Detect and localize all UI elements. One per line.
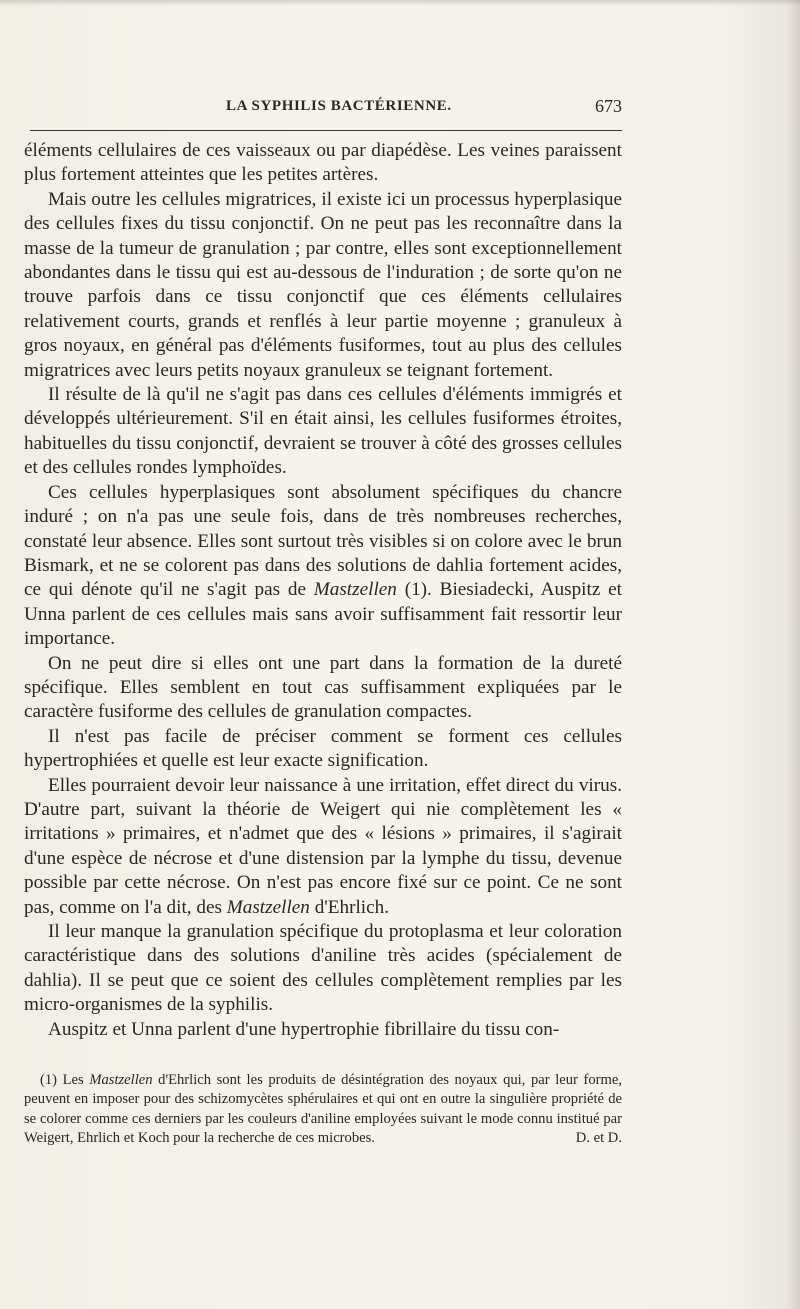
footnote-mark: (1) [40, 1072, 58, 1088]
body-text [24, 139, 622, 1042]
paragraph-text: d'Ehrlich. [309, 896, 390, 918]
italic-term: Mastzellen [226, 896, 310, 918]
page-header [30, 98, 622, 122]
footnote [24, 1071, 622, 1149]
paragraph: Mais outre les cellules migratrices, il existe ici un processus hyperplasique des cellules fixes du tissu conjonctif. On ne peut pas les reconnaître dans la masse de la tumeur de granulation ; par contre, elles sont exceptionnellement abondantes dans le tissu qui est au-dessous de l'induration ; de sorte qu'on ne trouve parfois dans ce tissu conjonctif que ces éléments cellulaires relativement courts, grands et renflés à leur partie moyenne ; granuleux à gros noyaux, en général pas d'éléments fusiformes, tout au plus des cellules migratrices avec leurs petits noyaux granuleux se teignant fortement. [24, 188, 622, 381]
paragraph: Auspitz et Unna parlent d'une hypertrophie fibrillaire du tissu con- [48, 1018, 560, 1040]
header-rule [30, 130, 622, 131]
paragraph: Il leur manque la granulation spécifique du protoplasma et leur coloration caractéristique dans des solutions d'aniline très acides (spécialement de dahlia). Il se peut que ce soient des cellules complètement remplies par les micro-organismes de la syphilis. [24, 921, 622, 1016]
running-title: LA SYPHILIS BACTÉRIENNE. [226, 98, 452, 114]
paragraph [24, 774, 622, 920]
paragraph-text: Elles pourraient devoir leur naissance à une irritation, effet direct du virus. D'autre part, suivant la théorie de Weigert qui nie complètement les « irritations » primaires, et n'admet que des « lésions » primaires, il s'agirait d'une espèce de nécrose et d'une distension par la lymphe du tissu, devenue possible par cette nécrose. On n'est pas encore fixé sur ce point. Ce ne sont pas, comme on l'a dit, des [24, 774, 622, 918]
page-top-shadow [0, 0, 800, 6]
paragraph-text: (1). Biesiadecki, Auspitz et Unna parlent de ces cellules mais sans avoir suffisamment fait ressortir leur importance. [24, 579, 622, 650]
footnote-lead: Les [57, 1072, 90, 1088]
footnote-text: d'Ehrlich sont les produits de désintégration des noyaux qui, par leur forme, peuvent en imposer pour des schizomycètes sphérulaires et qui ont en outre la singulière propriété de se colorer comme ces derniers par les couleurs d'aniline employées suivant le mode connu institué par Weigert, Ehrlich et Koch pour la recherche de ces microbes. [24, 1072, 622, 1147]
page-edge-shadow [786, 0, 800, 1309]
paragraph: Il n'est pas facile de préciser comment se forment ces cellules hypertrophiées et quelle est leur exacte signification. [24, 725, 622, 772]
paragraph: Il résulte de là qu'il ne s'agit pas dans ces cellules d'éléments immigrés et développés ultérieurement. S'il en était ainsi, les cellules fusiformes étroites, habituelles du tissu conjonctif, devraient se trouver à côté des grosses cellules et des cellules rondes lymphoïdes. [24, 384, 622, 479]
footnotes [24, 1071, 622, 1149]
page-number: 673 [595, 96, 622, 116]
paragraph: éléments cellulaires de ces vaisseaux ou par diapédèse. Les veines paraissent plus fortement atteintes que les petites artères. [24, 140, 622, 186]
paragraph: On ne peut dire si elles ont une part dans la formation de la dureté spécifique. Elles semblent en tout cas suffisamment expliquées par le caractère fusiforme des cellules de granulation compactes. [24, 652, 622, 723]
footnote-signature: D. et D. [575, 1130, 622, 1147]
paragraph [24, 481, 622, 652]
italic-term: Mastzellen [313, 579, 397, 601]
italic-term: Mastzellen [89, 1072, 153, 1088]
paragraph-text: Ces cellules hyperplasiques sont absolument spécifiques du chancre induré ; on n'a pas une seule fois, dans de très nombreuses recherches, constaté leur absence. Elles sont surtout très visibles si on colore avec le brun Bismark, et ne se colorent pas dans des solutions de dahlia fortement acides, ce qui dénote qu'il ne s'agit pas de [24, 481, 622, 601]
